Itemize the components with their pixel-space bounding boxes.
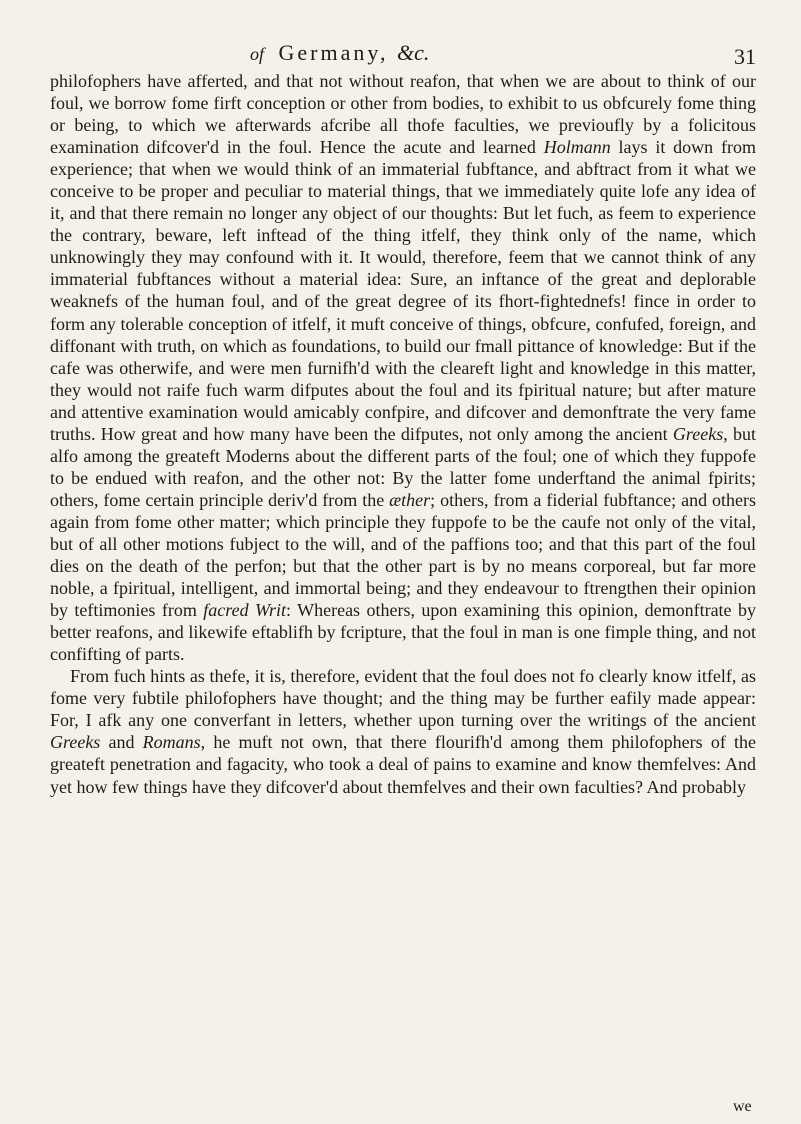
italic-text: Greeks <box>672 423 724 444</box>
italic-text: æther <box>389 489 431 510</box>
catchword: we <box>733 1098 752 1115</box>
body-text <box>50 70 756 798</box>
italic-text: Holmann <box>543 137 611 158</box>
text-run: lays it down from experience; that when we would think of an immaterial fubftance, and abftract from it what we conceive to be proper and peculiar to material things, that we immediately quite lofe any idea of it, and that there remain no longer any object of our thoughts: But let fuch, as feem to experience the contrary, beware, left inftead of the thing itfelf, they think only of the name, which unknowingly they may confound with it. It would, therefore, feem that we cannot think of any immaterial fubftances without a material idea: Sure, an inftance of the great and deplorable weaknefs of the human foul, and of the great degree of its fhort-fightednefs! fince in order to form any tolerable conception of itfelf, it muft conceive of things, obfcure, confufed, foreign, and diffonant with truth, on which as foundations, to build our fmall pittance of knowledge: But if the cafe was otherwife, and were men furnifh'd with the cleareft light and knowledge in this matter, they would not raife fuch warm difputes about the foul and its fpiritual nature; but after mature and attentive examination would amicably confpire, and difcover and demonftrate the very fame truths. How great and how many have been the difputes, not only among the ancient <box>50 137 756 444</box>
italic-text: Romans <box>142 732 201 753</box>
paragraph-1 <box>50 70 756 665</box>
paragraph-2 <box>50 665 756 797</box>
header-title: Germany, <box>278 40 389 65</box>
italic-text: Greeks <box>50 732 101 753</box>
text-run: : Whereas others, upon examining this opinion, demonftrate by better reafons, and likewife eftablifh by fcripture, that the foul in man is one fimple thing, and not confifting of parts. <box>50 600 756 665</box>
text-run: and <box>100 732 143 753</box>
text-run: ; others, from a fiderial fubftance; and others again from fome other matter; which principle they fuppofe to be the caufe not only of the vital, but of all other motions fubject to the will, and of the paffions too; and that this part of the foul dies on the death of the perfon; but that the other part is by no means corporeal, but far more noble, a fpiritual, intelligent, and immortal being; and they endeavour to ftrengthen their opinion by teftimonies from <box>50 489 757 621</box>
text-run: From fuch hints as thefe, it is, therefore, evident that the foul does not fo clearly know itfelf, as fome very fubtile philofophers have thought; and the thing may be further eafily made appear: For, I afk any one converfant in letters, whether upon turning over the writings of the ancient <box>50 666 756 731</box>
page-number: 31 <box>734 44 756 69</box>
header-suffix: &c. <box>396 40 430 65</box>
text-run: , but alfo among the greateft Moderns about the different parts of the foul; one of which they fuppofe to be endued with reafon, and the other not: By the latter fome underftand the animal fpirits; others, fome certain principle deriv'd from the <box>50 423 756 510</box>
text-run: , he muft not own, that there flourifh'd among them philofophers of the greateft penetration and fagacity, who took a deal of pains to examine and know themfelves: And yet how few things have they difcover'd about themfelves and their own faculties? And probably <box>50 732 756 797</box>
text-run: philofophers have afferted, and that not without reafon, that when we are about to think of our foul, we borrow fome firft conception or other from bodies, to exhibit to us obfcurely fome thing or being, to which we afterwards afcribe all thofe faculties, we previoufly by a folicitous examination difcover'd in the foul. Hence the acute and learned <box>50 71 756 158</box>
running-header <box>250 40 670 66</box>
italic-text: facred Writ <box>203 600 286 621</box>
header-prefix: of <box>250 44 265 64</box>
